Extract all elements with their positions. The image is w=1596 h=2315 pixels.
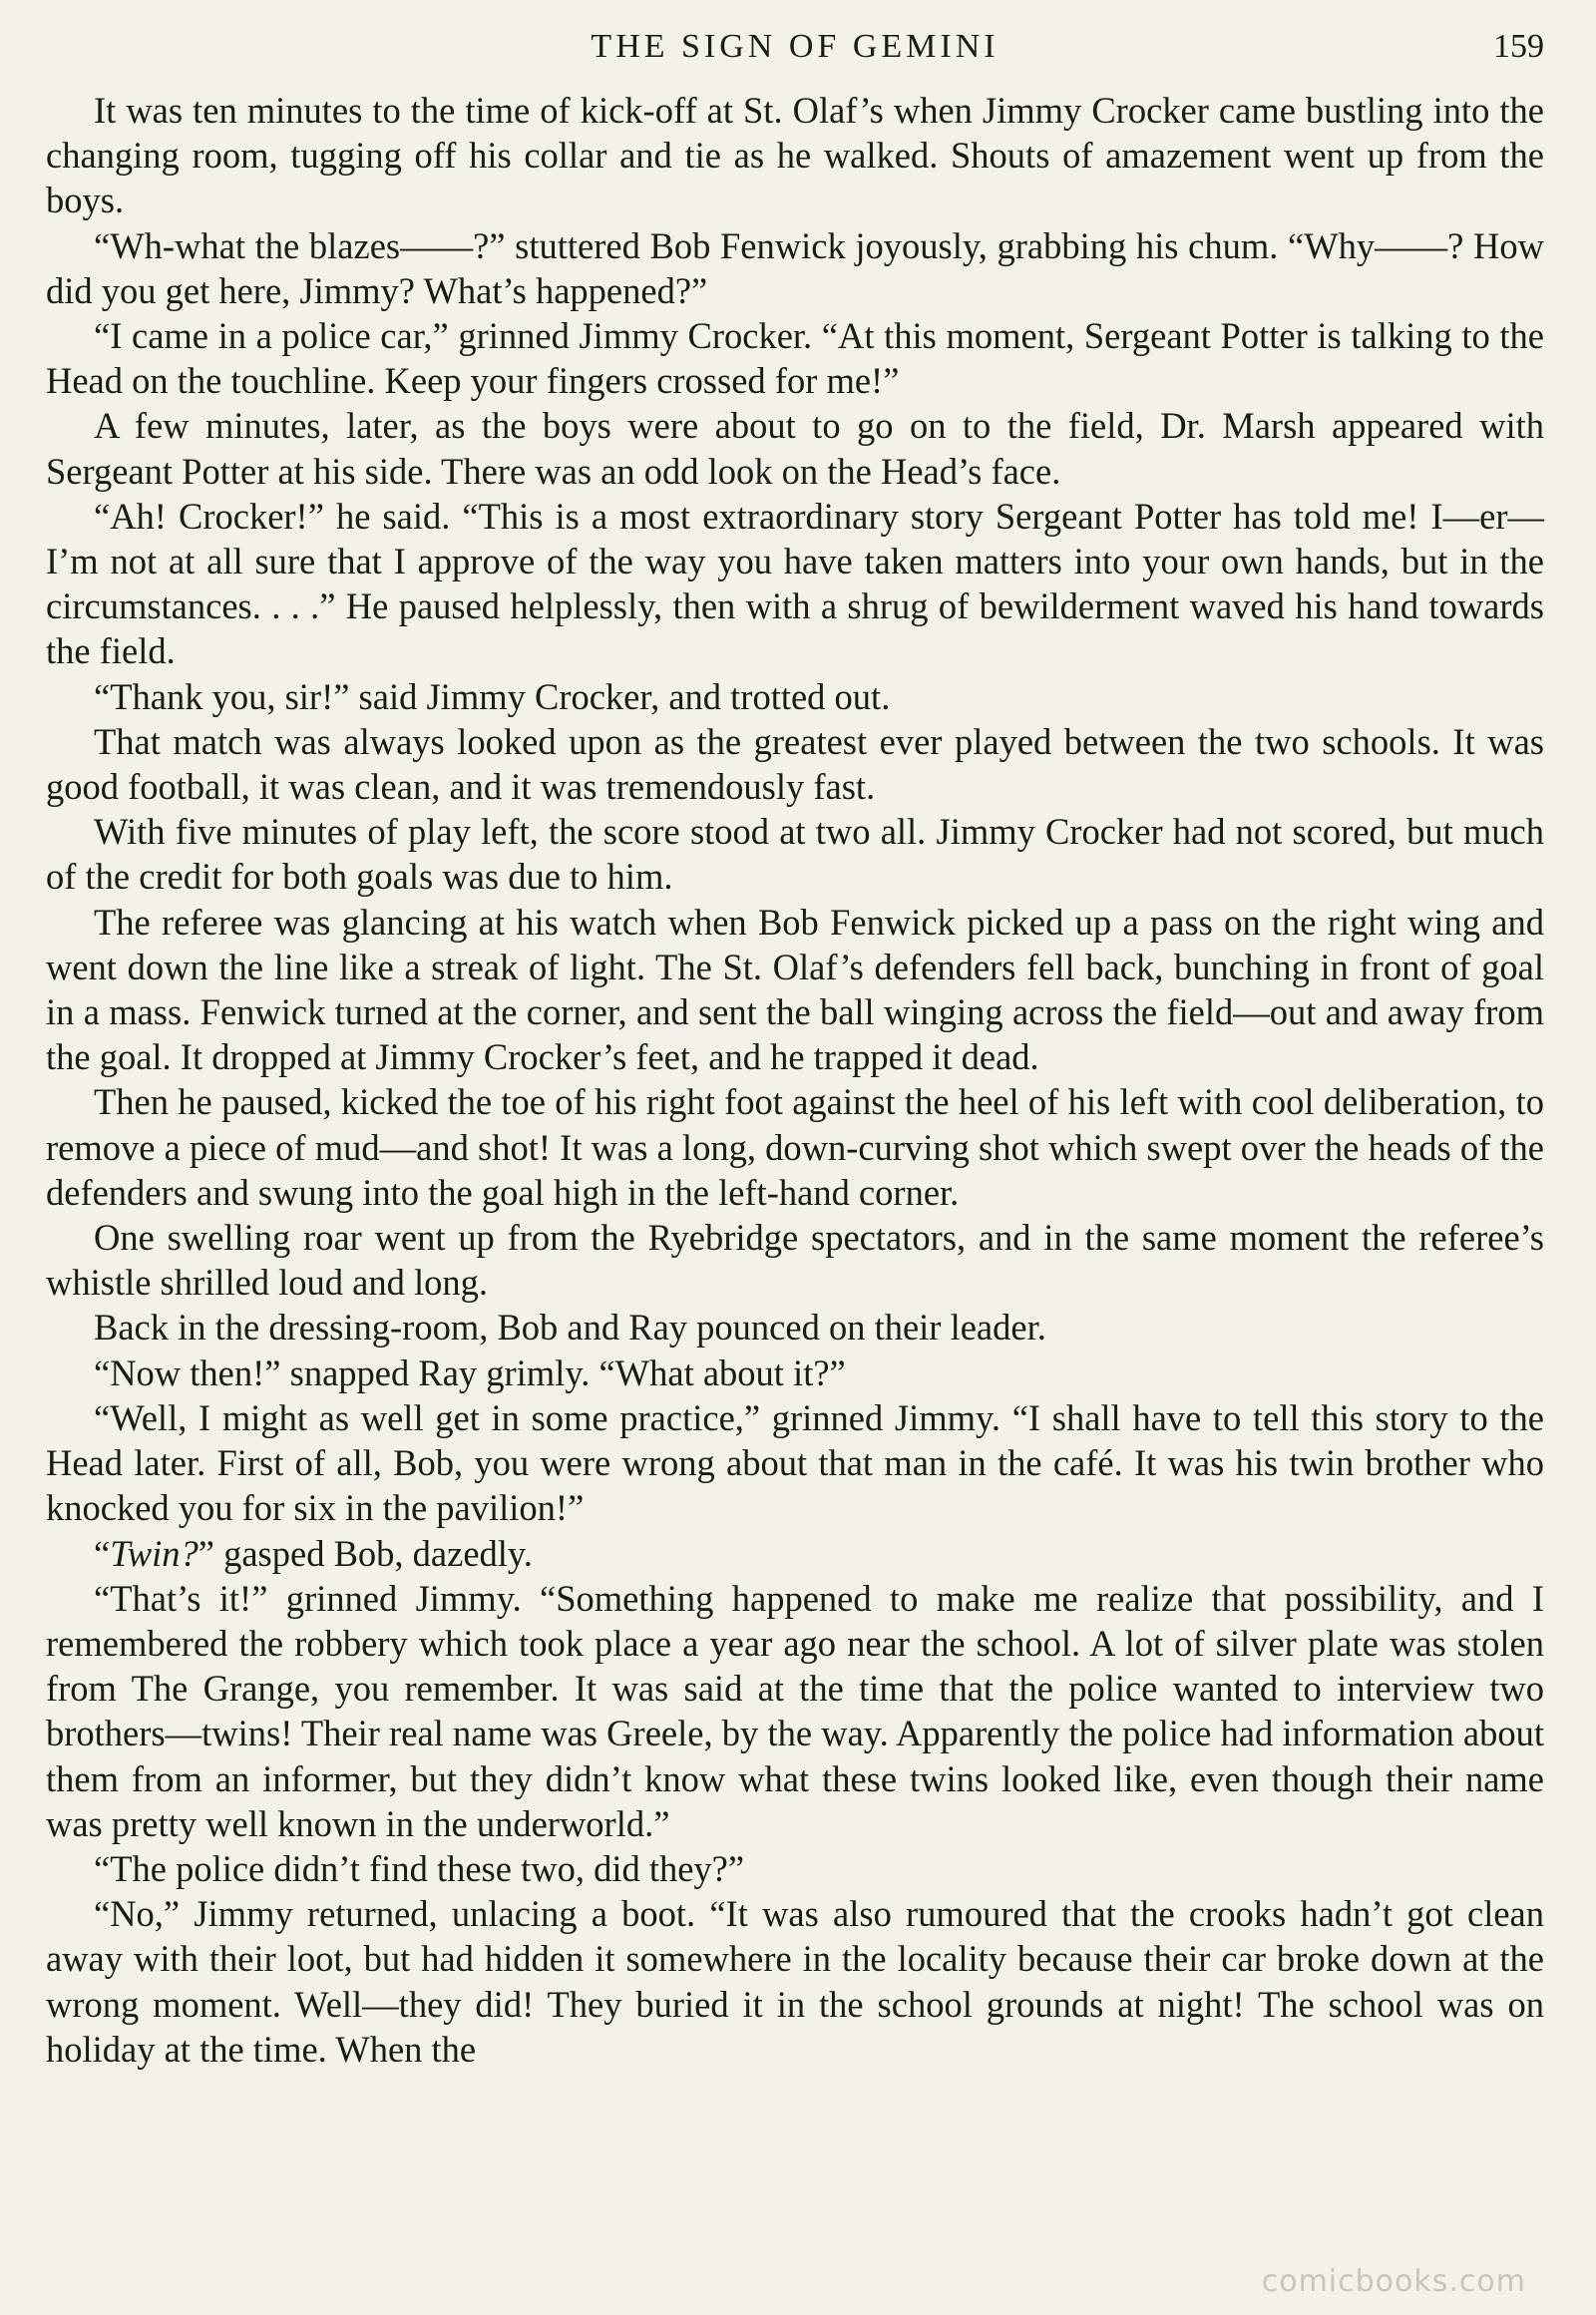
paragraph: That match was always looked upon as the greatest ever played between the two schools. It was good football, it was clean, and it was tremendously fast. — [46, 720, 1544, 808]
twin-open-quote: “ — [94, 1532, 111, 1574]
paragraph: “Ah! Crocker!” he said. “This is a most extraordinary story Sergeant Potter has told me! I—er—I’m not at all sure that I approve of the way you have taken matters into your own hands, but in the circumstances. . . .” He paused helplessly, then with a shrug of bewilderment waved his hand towards the field. — [46, 495, 1544, 672]
watermark: comicbooks.com — [1261, 2264, 1526, 2299]
paragraph: It was ten minutes to the time of kick-off at St. Olaf’s when Jimmy Crocker came bustling into the changing room, tugging off his collar and tie as he walked. Shouts of amazement went up from the boys. — [46, 90, 1544, 221]
paragraph: “No,” Jimmy returned, unlacing a boot. “It was also rumoured that the crooks hadn’t got clean away with their loot, but had hidden it somewhere in the locality because their car broke down at the wrong moment. Well—they did! They buried it in the school grounds at night! The school was on holiday at the time. When the — [46, 1893, 1544, 2070]
paragraph-twin — [46, 1531, 1544, 1576]
running-head — [46, 24, 1544, 78]
body-text — [46, 88, 1544, 2072]
paragraph: “I came in a police car,” grinned Jimmy Crocker. “At this moment, Sergeant Potter is talking to the Head on the touchline. Keep your fingers crossed for me!” — [46, 315, 1544, 402]
paragraph: Then he paused, kicked the toe of his right foot against the heel of his left with cool deliberation, to remove a piece of mud—and shot! It was a long, down-curving shot which swept over the heads of the defenders and swung into the goal high in the left-hand corner. — [46, 1081, 1544, 1213]
paragraph: “Well, I might as well get in some practice,” grinned Jimmy. “I shall have to tell this story to the Head later. First of all, Bob, you were wrong about that man in the café. It was his twin brother who knocked you for six in the pavilion!” — [46, 1396, 1544, 1529]
paragraph: “Now then!” snapped Ray grimly. “What about it?” — [94, 1351, 846, 1393]
running-title: THE SIGN OF GEMINI — [591, 28, 999, 65]
paragraph: One swelling roar went up from the Ryebridge spectators, and in the same moment the referee’s whistle shrilled loud and long. — [46, 1217, 1544, 1304]
paragraph: With five minutes of play left, the score stood at two all. Jimmy Crocker had not scored, but much of the credit for both goals was due to him. — [46, 811, 1544, 898]
twin-rest: ” gasped Bob, dazedly. — [198, 1532, 533, 1574]
paragraph: “Wh-what the blazes——?” stuttered Bob Fenwick joyously, grabbing his chum. “Why——? How did you get here, Jimmy? What’s happened?” — [46, 224, 1544, 311]
paragraph: “Thank you, sir!” said Jimmy Crocker, and trotted out. — [94, 675, 891, 717]
page-number: 159 — [1493, 28, 1544, 65]
paragraph: The referee was glancing at his watch when Bob Fenwick picked up a pass on the right wing and went down the line like a streak of light. The St. Olaf’s defenders fell back, bunching in front of goal in a mass. Fenwick turned at the corner, and sent the ball winging across the field—out and away from the goal. It dropped at Jimmy Crocker’s feet, and he trapped it dead. — [46, 901, 1544, 1078]
paragraph: “The police didn’t find these two, did they?” — [94, 1847, 745, 1889]
paragraph: “That’s it!” grinned Jimmy. “Something happened to make me realize that possibility, and I remembered the robbery which took place a year ago near the school. A lot of silver plate was stolen from The Grange, you remember. It was said at the time that the police wanted to interview two brothers—twins! Their real name was Greele, by the way. Apparently the police had information about them from an informer, but they didn’t know what these twins looked like, even though their name was pretty well known in the underworld.” — [46, 1577, 1544, 1844]
paragraph: A few minutes, later, as the boys were about to go on to the field, Dr. Marsh appeared with Sergeant Potter at his side. There was an odd look on the Head’s face. — [46, 405, 1544, 492]
paragraph: Back in the dressing-room, Bob and Ray pounced on their leader. — [94, 1307, 1046, 1349]
twin-italic-word: Twin? — [110, 1532, 199, 1574]
